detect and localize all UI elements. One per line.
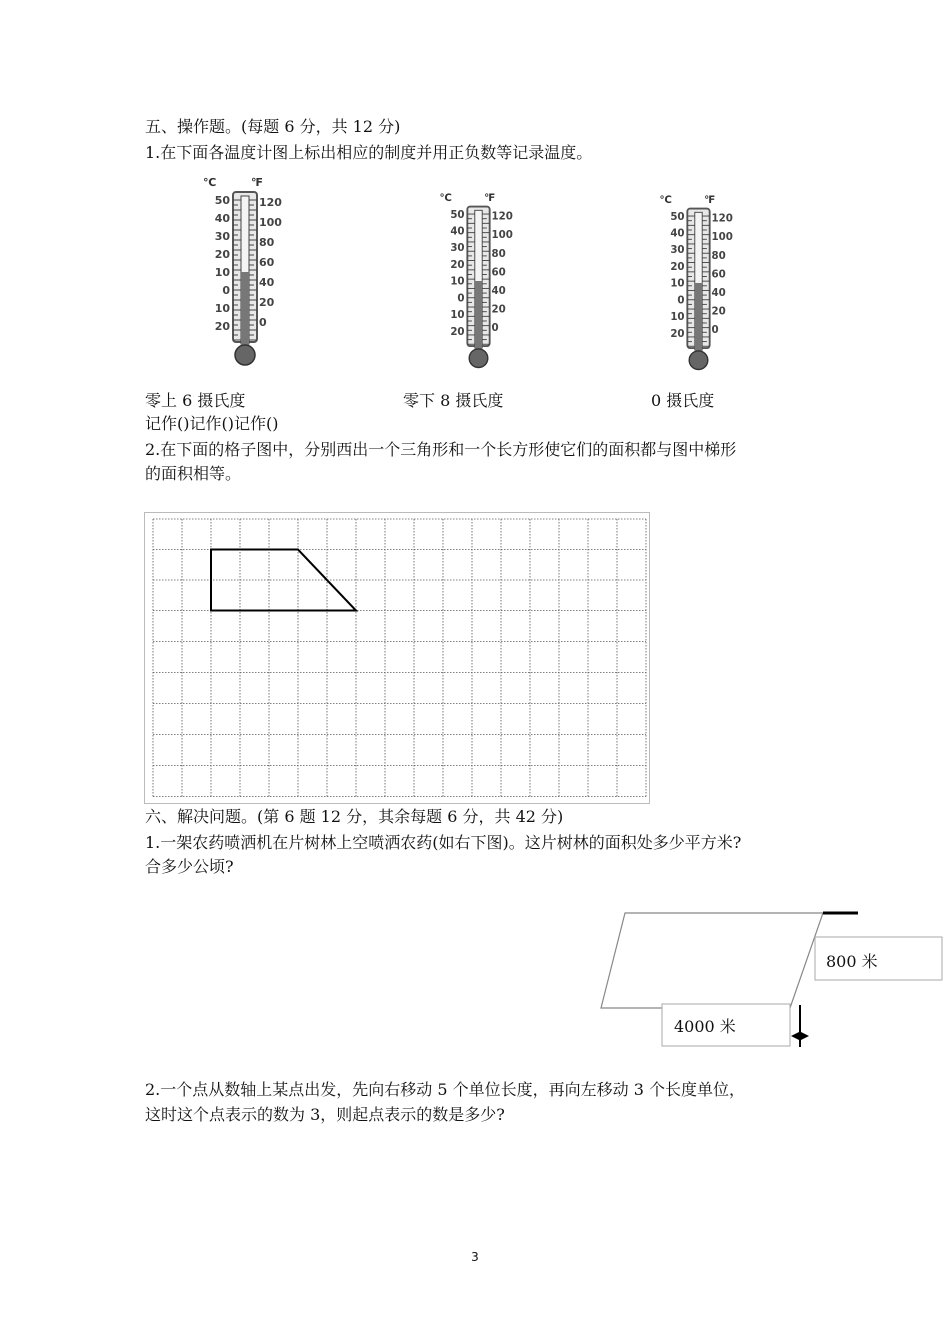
grid-svg bbox=[145, 513, 649, 803]
celsius-unit: ℃ bbox=[659, 195, 672, 207]
celsius-tick-label: 50 bbox=[670, 211, 685, 223]
fahrenheit-tick-label: 40 bbox=[491, 286, 506, 298]
page-number: 3 bbox=[471, 1250, 479, 1264]
celsius-tick-label: 0 bbox=[457, 293, 465, 305]
fahrenheit-tick-label: 120 bbox=[491, 211, 513, 223]
record-line: 记作()记作()记作() bbox=[145, 414, 279, 433]
arrow-left-icon bbox=[791, 1032, 799, 1040]
celsius-tick-label: 50 bbox=[450, 209, 465, 221]
celsius-tick-label: 10 bbox=[214, 302, 230, 315]
fahrenheit-tick-label: 40 bbox=[259, 276, 275, 289]
celsius-tick-label: 30 bbox=[670, 245, 685, 257]
question-5-2-line-1: 2.在下面的格子图中，分别西出一个三角形和一个长方形使它们的面积都与图中梯形 bbox=[145, 440, 737, 459]
thermometer-bulb bbox=[469, 349, 488, 368]
caption-3: 0 摄氏度 bbox=[651, 391, 715, 410]
celsius-tick-label: 40 bbox=[214, 212, 230, 225]
celsius-tick-label: 0 bbox=[677, 295, 685, 307]
fahrenheit-tick-label: 120 bbox=[259, 196, 282, 209]
fahrenheit-tick-label: 20 bbox=[711, 306, 726, 318]
question-5-1-text: 1.在下面各温度计图上标出相应的制度并用正负数等记录温度。 bbox=[145, 143, 593, 162]
thermometer-bulb bbox=[235, 345, 255, 365]
height-label: 800 米 bbox=[826, 952, 878, 971]
celsius-tick-label: 30 bbox=[450, 243, 465, 255]
fahrenheit-tick-label: 0 bbox=[259, 316, 267, 329]
celsius-tick-label: 10 bbox=[670, 278, 685, 290]
thermometer-body bbox=[203, 176, 282, 365]
parallelogram-figure bbox=[590, 905, 950, 1055]
fahrenheit-tick-label: 80 bbox=[491, 248, 506, 260]
fahrenheit-unit: ℉ bbox=[484, 193, 496, 205]
celsius-unit: ℃ bbox=[203, 176, 217, 189]
celsius-tick-label: 20 bbox=[450, 326, 465, 338]
question-6-1-line-1: 1.一架农药喷洒机在片树林上空喷洒农药(如右下图)。这片树林的面积处多少平方米? bbox=[145, 833, 742, 852]
question-6-2-line-2: 这时这个点表示的数为 3，则起点表示的数是多少? bbox=[145, 1105, 505, 1124]
celsius-tick-label: 20 bbox=[670, 328, 685, 340]
fahrenheit-tick-label: 60 bbox=[711, 269, 726, 281]
parallelogram bbox=[601, 913, 823, 1008]
thermometer-body bbox=[659, 195, 732, 369]
celsius-unit: ℃ bbox=[439, 193, 452, 205]
celsius-tick-label: 40 bbox=[670, 228, 685, 240]
fahrenheit-tick-label: 100 bbox=[491, 230, 513, 242]
celsius-tick-label: 50 bbox=[214, 194, 230, 207]
fahrenheit-tick-label: 20 bbox=[491, 304, 506, 316]
fahrenheit-tick-label: 100 bbox=[711, 232, 733, 244]
fahrenheit-tick-label: 60 bbox=[491, 267, 506, 279]
question-5-2-line-2: 的面积相等。 bbox=[145, 464, 242, 483]
fahrenheit-tick-label: 80 bbox=[711, 250, 726, 262]
fahrenheit-unit: ℉ bbox=[704, 195, 716, 207]
celsius-tick-label: 10 bbox=[670, 312, 685, 324]
celsius-tick-label: 20 bbox=[670, 261, 685, 273]
grid-figure bbox=[144, 512, 650, 804]
question-6-2-line-1: 2.一个点从数轴上某点出发，先向右移动 5 个单位长度，再向左移动 3 个长度单位， bbox=[145, 1080, 745, 1099]
fahrenheit-tick-label: 0 bbox=[491, 323, 499, 335]
caption-2: 零下 8 摄氏度 bbox=[403, 391, 504, 410]
fahrenheit-unit: ℉ bbox=[251, 176, 263, 189]
mercury-column bbox=[695, 283, 702, 356]
fahrenheit-tick-label: 20 bbox=[259, 296, 275, 309]
section-5-heading: 五、操作题。(每题 6 分，共 12 分) bbox=[145, 117, 401, 136]
celsius-tick-label: 10 bbox=[450, 310, 465, 322]
celsius-tick-label: 10 bbox=[450, 276, 465, 288]
thermometer-2 bbox=[432, 188, 522, 378]
celsius-tick-label: 10 bbox=[214, 266, 230, 279]
thermometer-bulb bbox=[689, 351, 708, 370]
celsius-tick-label: 20 bbox=[450, 259, 465, 271]
thermometer-3 bbox=[652, 190, 742, 380]
arrow-right-icon bbox=[801, 1032, 809, 1040]
caption-1: 零上 6 摄氏度 bbox=[145, 391, 246, 410]
celsius-tick-label: 0 bbox=[222, 284, 230, 297]
fahrenheit-tick-label: 100 bbox=[259, 216, 282, 229]
base-label: 4000 米 bbox=[674, 1017, 736, 1036]
thermometer-1 bbox=[195, 172, 295, 372]
fahrenheit-tick-label: 40 bbox=[711, 288, 726, 300]
fahrenheit-tick-label: 60 bbox=[259, 256, 275, 269]
celsius-tick-label: 20 bbox=[214, 248, 230, 261]
section-6-heading: 六、解决问题。(第 6 题 12 分，其余每题 6 分，共 42 分) bbox=[145, 807, 564, 826]
thermometer-body bbox=[439, 193, 512, 367]
fahrenheit-tick-label: 80 bbox=[259, 236, 275, 249]
fahrenheit-tick-label: 0 bbox=[711, 325, 719, 337]
celsius-tick-label: 30 bbox=[214, 230, 230, 243]
mercury-column bbox=[241, 272, 249, 350]
celsius-tick-label: 20 bbox=[214, 320, 230, 333]
mercury-column bbox=[475, 281, 482, 354]
celsius-tick-label: 40 bbox=[450, 226, 465, 238]
question-6-1-line-2: 合多少公顷? bbox=[145, 857, 234, 876]
fahrenheit-tick-label: 120 bbox=[711, 213, 733, 225]
